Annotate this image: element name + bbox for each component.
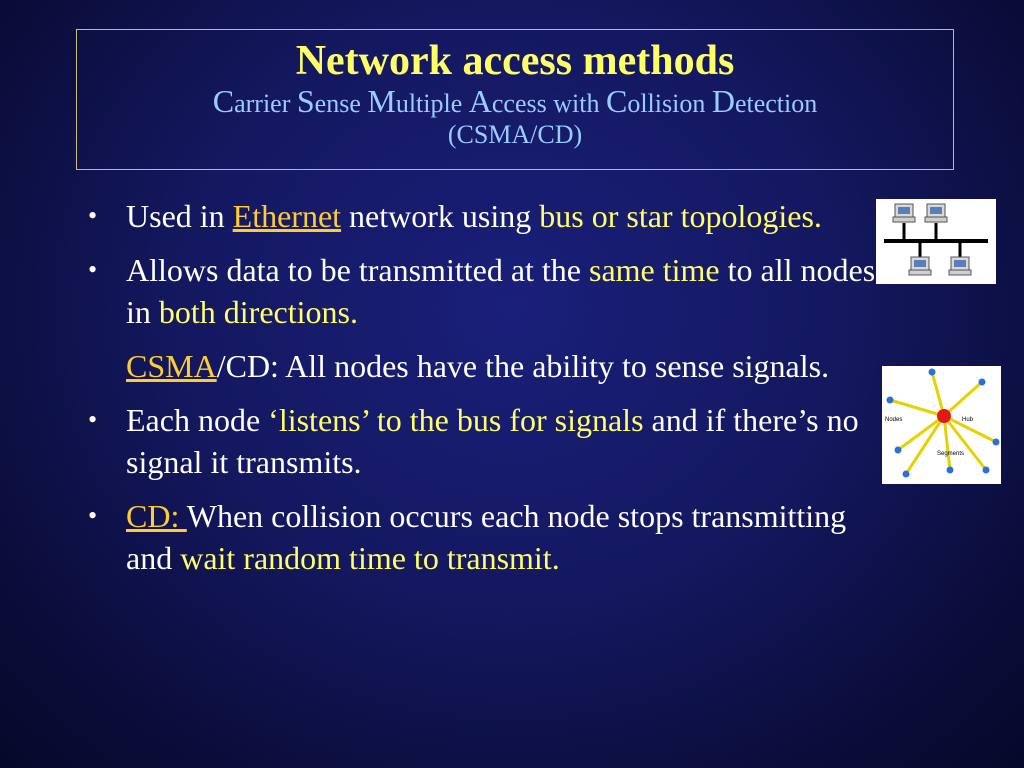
svg-text:Segments: Segments (937, 451, 965, 457)
bullet-item: • Used in Ethernet network using bus or star topologies. (88, 195, 888, 237)
star-topology-diagram (882, 366, 1001, 484)
star-topology-image (882, 366, 1001, 484)
bullet-item: • CD: When collision occurs each node stops transmitting and wait random time to transmit. (88, 495, 888, 579)
svg-text:Hub: Hub (962, 417, 974, 423)
computer-icon (925, 204, 947, 222)
csma-link[interactable]: CSMA (126, 348, 217, 384)
slide-title: Network access methods (295, 38, 735, 84)
slide-acronym: (CSMA/CD) (447, 120, 583, 149)
computer-icon (893, 204, 915, 222)
hub-icon (937, 409, 951, 423)
bullet-dot-icon: • (88, 201, 98, 230)
slide-content (88, 195, 888, 591)
cd-link[interactable]: CD: (126, 498, 187, 534)
slide-subtitle: Carrier Sense Multiple Access with Collision Detection (212, 83, 818, 119)
bullet-dot-icon: • (88, 501, 98, 530)
computer-icon (909, 257, 931, 275)
csma-paragraph: CSMA/CD: All nodes have the ability to sense signals. (126, 348, 830, 384)
bus-topology-diagram (876, 199, 996, 284)
ethernet-link[interactable]: Ethernet (232, 198, 342, 234)
title-box (76, 29, 954, 170)
svg-text:Nodes: Nodes (885, 417, 903, 423)
bullet-item: • Allows data to be transmitted at the same time to all nodes in both directions. (88, 249, 888, 333)
bus-topology-image (876, 199, 996, 284)
computer-icon (949, 257, 971, 275)
bullet-dot-icon: • (88, 405, 98, 434)
bullet-item: • Each node ‘listens’ to the bus for signals and if there’s no signal it transmits. (88, 399, 888, 483)
bullet-dot-icon: • (88, 255, 98, 284)
